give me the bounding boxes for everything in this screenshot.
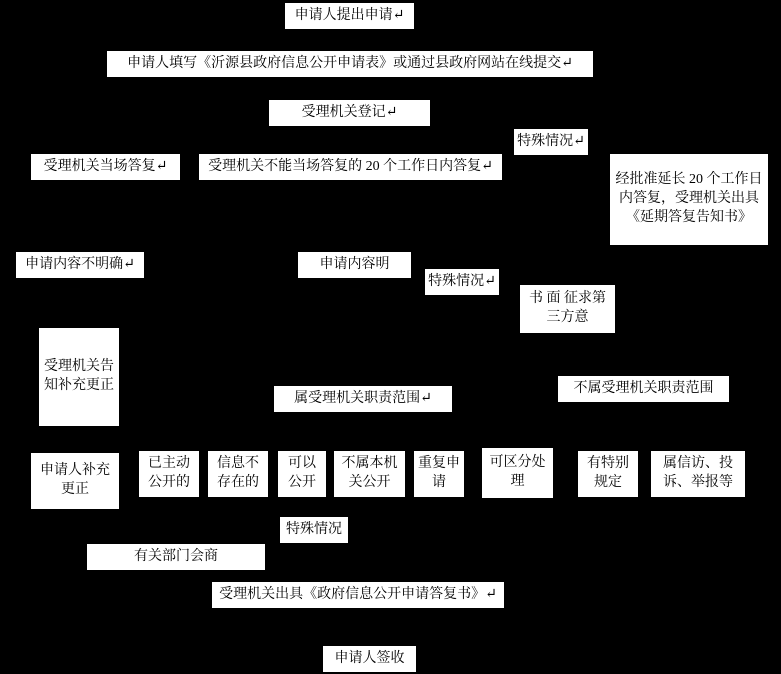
flowchart-node: 重复申请: [413, 450, 465, 498]
flowchart-node: 属信访、投诉、举报等: [650, 450, 746, 498]
flowchart-node: 申请人提出申请↵: [284, 2, 415, 30]
flowchart-node: 受理机关不能当场答复的 20 个工作日内答复↵: [198, 153, 503, 181]
flowchart-node: 信息不存在的: [207, 450, 269, 498]
flowchart-node: 特殊情况: [279, 516, 349, 544]
flowchart-node: 有特别规定: [577, 450, 639, 498]
flowchart-node: 申请人补充更正: [30, 452, 120, 510]
flowchart-node: 可区分处理: [481, 447, 554, 499]
flowchart-node: 申请人签收: [322, 645, 417, 673]
flowchart-node: 受理机关当场答复↵: [30, 153, 181, 181]
flowchart-node: 申请内容明: [297, 251, 412, 279]
flowchart-node: 可以公开: [277, 450, 327, 498]
flowchart-node: 申请内容不明确↵: [15, 251, 145, 279]
flowchart-node: 不属受理机关职责范围: [557, 375, 730, 403]
flowchart-node: 特殊情况↵: [424, 268, 500, 296]
flowchart-node: 受理机关告知补充更正: [38, 327, 120, 427]
flowchart-node: 属受理机关职责范围↵: [273, 385, 453, 413]
flowchart-node: 书 面 征求第三方意: [519, 284, 616, 334]
flowchart-node: 受理机关出具《政府信息公开申请答复书》↵: [211, 581, 505, 609]
flowchart-node: 不属本机关公开: [333, 450, 406, 498]
flowchart-node: 受理机关登记↵: [268, 99, 431, 127]
flowchart-node: 特殊情况↵: [513, 128, 589, 156]
flowchart-node: 经批准延长 20 个工作日内答复，受理机关出具《延期答复告知书》: [609, 153, 769, 246]
flowchart-node: 有关部门会商: [86, 543, 266, 571]
flowchart-node: 申请人填写《沂源县政府信息公开申请表》或通过县政府网站在线提交↵: [106, 50, 594, 78]
flowchart-node: 已主动公开的: [138, 450, 200, 498]
